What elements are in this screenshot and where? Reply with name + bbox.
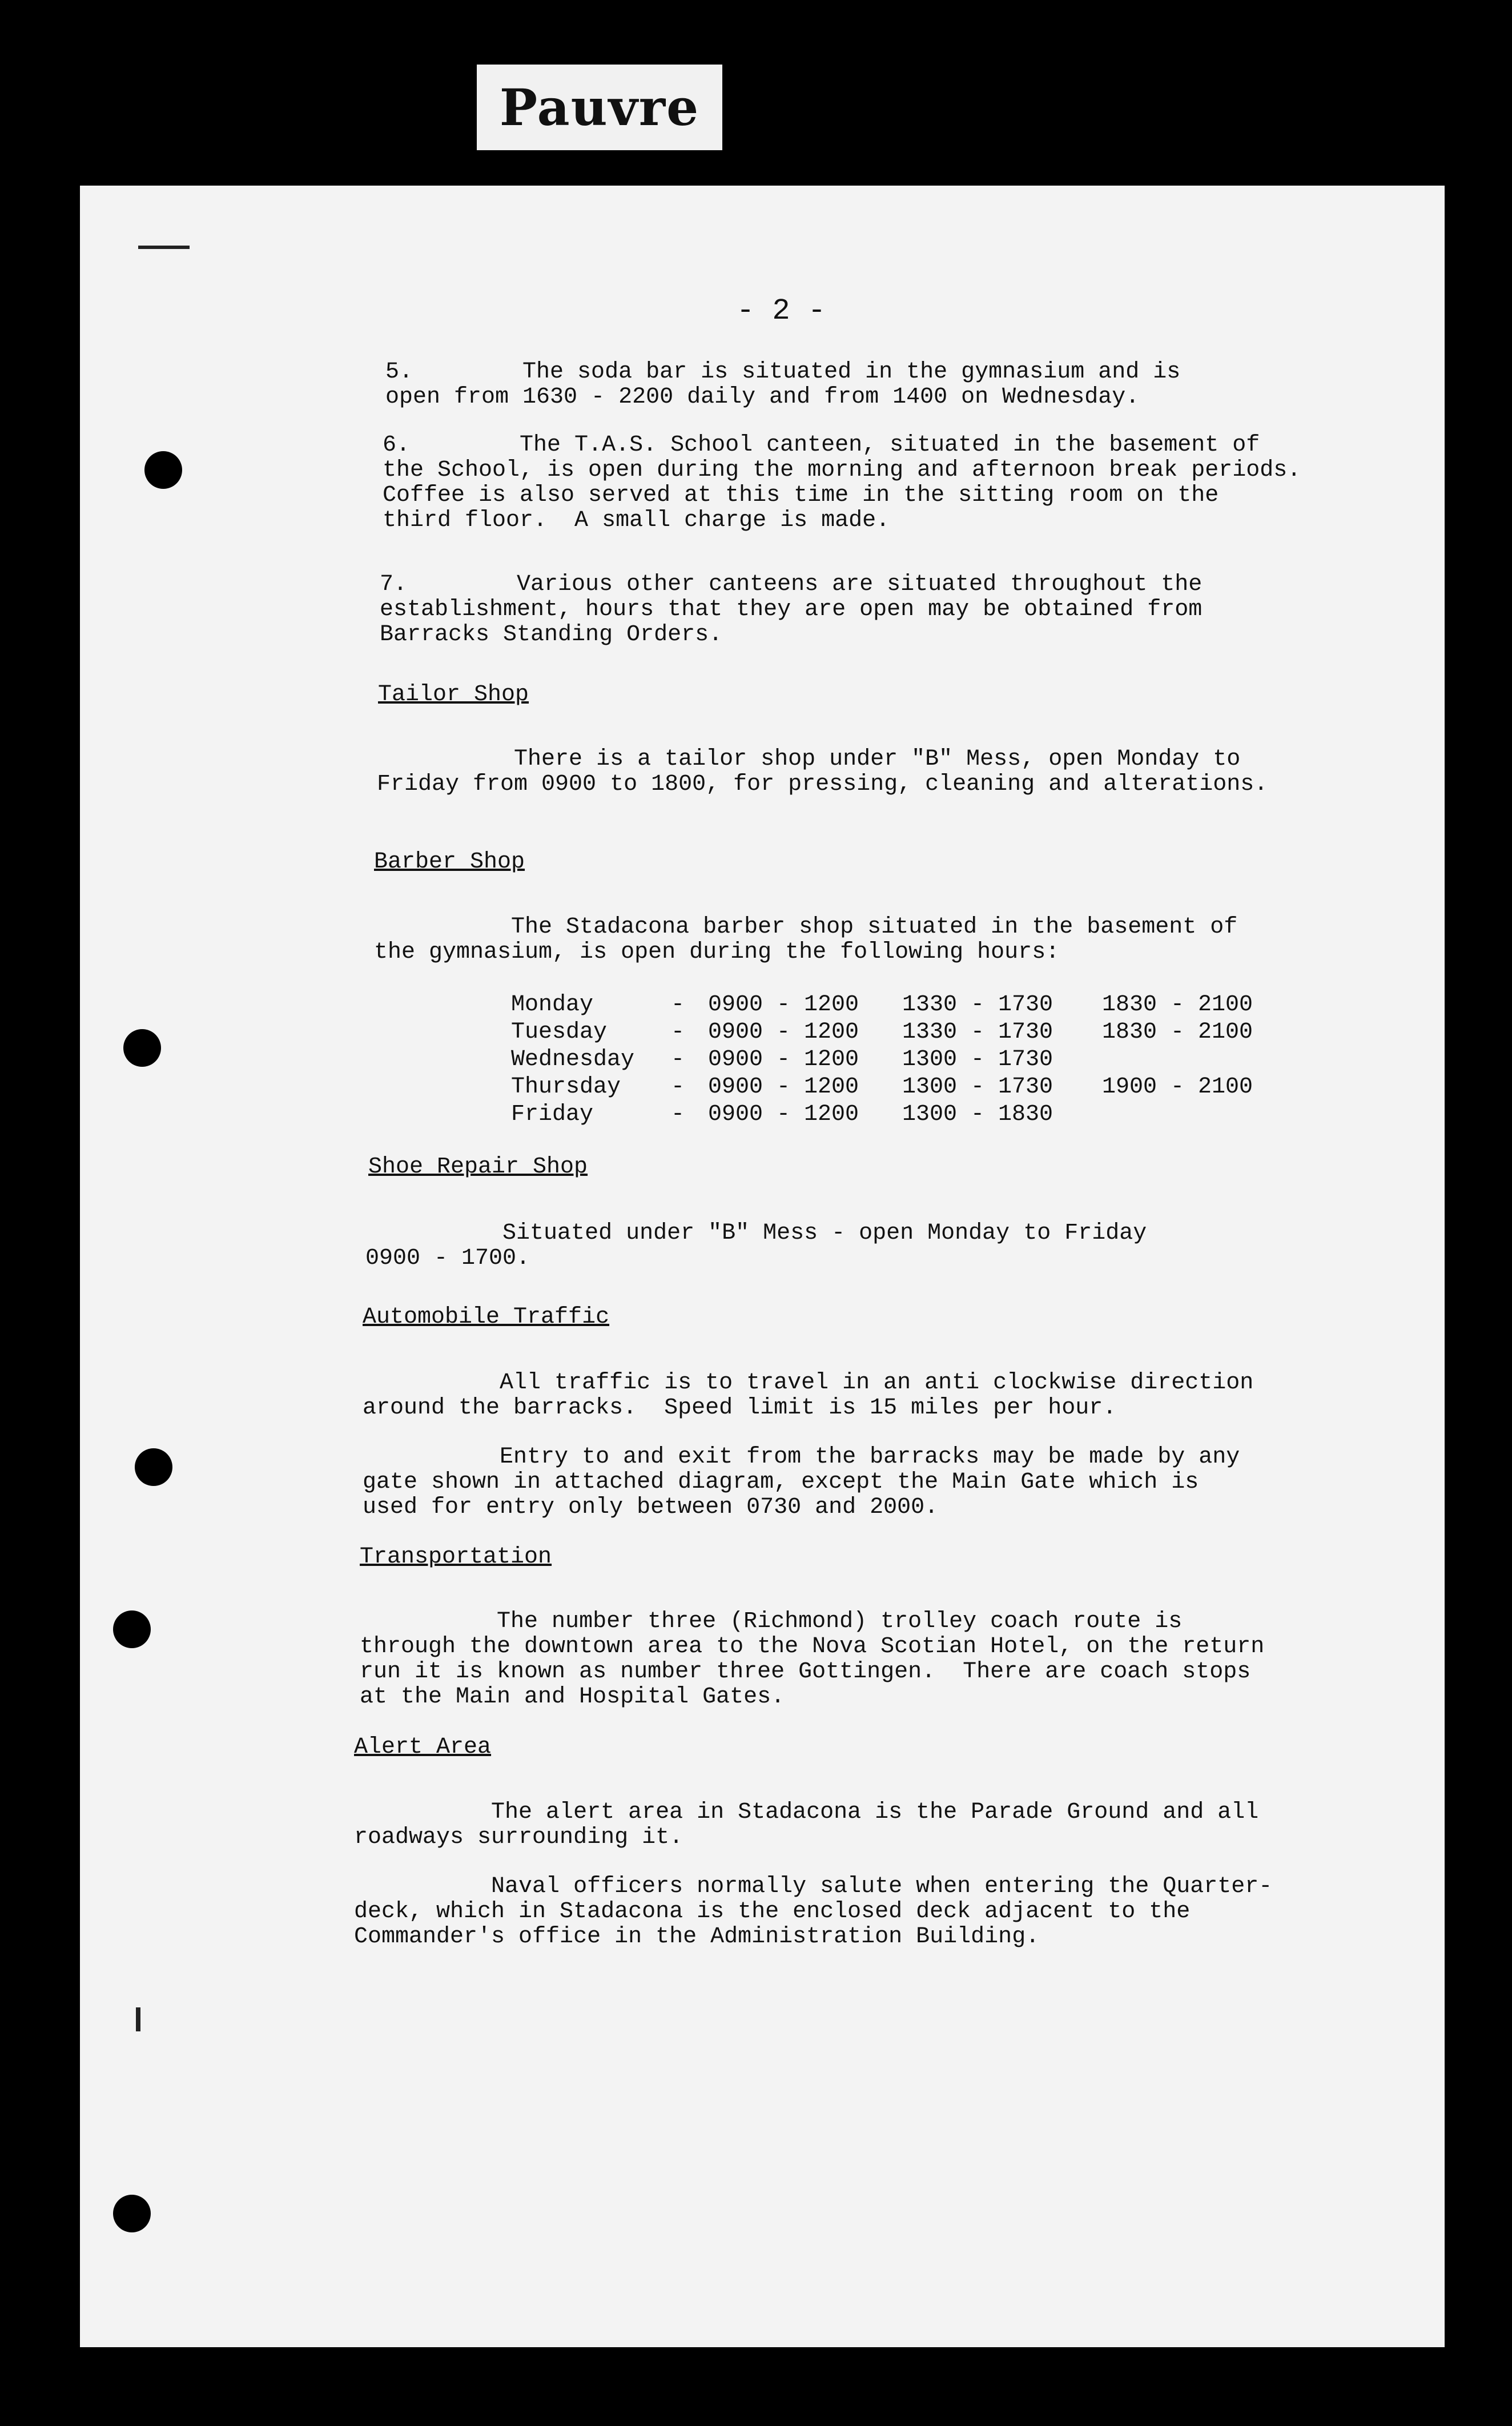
paragraph-7-line-1: 7. Various other canteens are situated throughout the bbox=[380, 572, 1203, 597]
tailor-line-2: Friday from 0900 to 1800, for pressing, cleaning and alterations. bbox=[377, 772, 1268, 797]
transport-line-3: run it is known as number three Gottingen. There are coach stops bbox=[360, 1659, 1251, 1685]
paragraph-7-line-3: Barracks Standing Orders. bbox=[380, 622, 723, 648]
heading-alert-area: Alert Area bbox=[354, 1734, 492, 1760]
hours-period-2: 1300 - 1730 bbox=[902, 1074, 1053, 1100]
heading-shoe-repair-shop: Shoe Repair Shop bbox=[368, 1154, 588, 1180]
hours-period-3: 1900 - 2100 bbox=[1102, 1074, 1253, 1100]
paragraph-6-line-4: third floor. A small charge is made. bbox=[383, 508, 890, 533]
hours-day: Thursday bbox=[511, 1074, 621, 1100]
traffic-line-1: All traffic is to travel in an anti clockwise direction bbox=[363, 1370, 1254, 1396]
hours-period-2: 1300 - 1830 bbox=[902, 1102, 1053, 1127]
traffic-line-2: around the barracks. Speed limit is 15 miles per hour. bbox=[363, 1395, 1117, 1421]
paragraph-6-line-1: 6. The T.A.S. School canteen, situated in the basement of bbox=[383, 432, 1260, 458]
hours-period-1: 0900 - 1200 bbox=[708, 1047, 859, 1073]
alert-salute-line-2: deck, which in Stadacona is the enclosed deck adjacent to the bbox=[354, 1899, 1191, 1925]
heading-automobile-traffic: Automobile Traffic bbox=[363, 1304, 610, 1330]
alert-line-1: The alert area in Stadacona is the Parade Ground and all bbox=[354, 1800, 1259, 1825]
hours-day: Wednesday bbox=[511, 1047, 635, 1073]
document-page bbox=[80, 186, 1445, 2347]
binder-hole bbox=[144, 451, 182, 489]
margin-mark bbox=[136, 2007, 140, 2031]
paragraph-5-line-1: 5. The soda bar is situated in the gymnasium and is bbox=[385, 359, 1181, 385]
traffic-entry-line-2: gate shown in attached diagram, except the Main Gate which is bbox=[363, 1469, 1199, 1495]
hours-period-3: 1830 - 2100 bbox=[1102, 1019, 1253, 1045]
paragraph-6-line-3: Coffee is also served at this time in the sitting room on the bbox=[383, 483, 1219, 508]
hours-row bbox=[80, 993, 1445, 1018]
hours-dash: - bbox=[671, 1102, 685, 1127]
alert-line-2: roadways surrounding it. bbox=[354, 1825, 683, 1850]
hours-dash: - bbox=[671, 1074, 685, 1100]
hours-row bbox=[80, 1020, 1445, 1045]
binder-hole bbox=[135, 1448, 172, 1486]
hours-period-3: 1830 - 2100 bbox=[1102, 992, 1253, 1018]
page-number: - 2 - bbox=[737, 294, 826, 328]
hours-day: Tuesday bbox=[511, 1019, 608, 1045]
hours-period-1: 0900 - 1200 bbox=[708, 1102, 859, 1127]
traffic-entry-line-1: Entry to and exit from the barracks may be made by any bbox=[363, 1444, 1240, 1470]
hours-day: Friday bbox=[511, 1102, 594, 1127]
margin-mark bbox=[138, 246, 190, 249]
alert-salute-line-1: Naval officers normally salute when entering the Quarter- bbox=[354, 1874, 1273, 1899]
traffic-entry-line-3: used for entry only between 0730 and 2000. bbox=[363, 1495, 939, 1520]
hours-period-2: 1300 - 1730 bbox=[902, 1047, 1053, 1073]
hours-dash: - bbox=[671, 992, 685, 1018]
transport-line-2: through the downtown area to the Nova Scotian Hotel, on the return bbox=[360, 1634, 1265, 1660]
heading-transportation: Transportation bbox=[360, 1544, 552, 1570]
binder-hole bbox=[113, 1610, 151, 1648]
handwritten-label-card bbox=[477, 65, 722, 150]
hours-dash: - bbox=[671, 1047, 685, 1073]
hours-period-1: 0900 - 1200 bbox=[708, 1019, 859, 1045]
heading-barber-shop: Barber Shop bbox=[374, 849, 525, 875]
heading-tailor-shop: Tailor Shop bbox=[378, 682, 529, 708]
hours-period-2: 1330 - 1730 bbox=[902, 1019, 1053, 1045]
hours-dash: - bbox=[671, 1019, 685, 1045]
hours-day: Monday bbox=[511, 992, 594, 1018]
paragraph-5-line-2: open from 1630 - 2200 daily and from 1400 on Wednesday. bbox=[385, 384, 1140, 410]
tailor-line-1: There is a tailor shop under "B" Mess, open Monday to bbox=[377, 746, 1241, 772]
hours-period-2: 1330 - 1730 bbox=[902, 992, 1053, 1018]
transport-line-4: at the Main and Hospital Gates. bbox=[360, 1684, 785, 1710]
binder-hole bbox=[113, 2195, 151, 2232]
handwritten-label: Pauvre bbox=[499, 78, 700, 137]
barber-line-1: The Stadacona barber shop situated in the basement of bbox=[374, 914, 1238, 940]
hours-row bbox=[80, 1047, 1445, 1073]
paragraph-6-line-2: the School, is open during the morning and afternoon break periods. bbox=[383, 457, 1301, 483]
shoe-line-2: 0900 - 1700. bbox=[365, 1246, 530, 1271]
hours-period-1: 0900 - 1200 bbox=[708, 1074, 859, 1100]
paragraph-7-line-2: establishment, hours that they are open may be obtained from bbox=[380, 597, 1203, 622]
shoe-line-1: Situated under "B" Mess - open Monday to Friday bbox=[365, 1220, 1147, 1246]
transport-line-1: The number three (Richmond) trolley coach route is bbox=[360, 1609, 1183, 1634]
barber-line-2: the gymnasium, is open during the following hours: bbox=[374, 939, 1060, 965]
hours-row bbox=[80, 1075, 1445, 1100]
hours-period-1: 0900 - 1200 bbox=[708, 992, 859, 1018]
hours-row bbox=[80, 1102, 1445, 1127]
alert-salute-line-3: Commander's office in the Administration Building. bbox=[354, 1924, 1040, 1950]
